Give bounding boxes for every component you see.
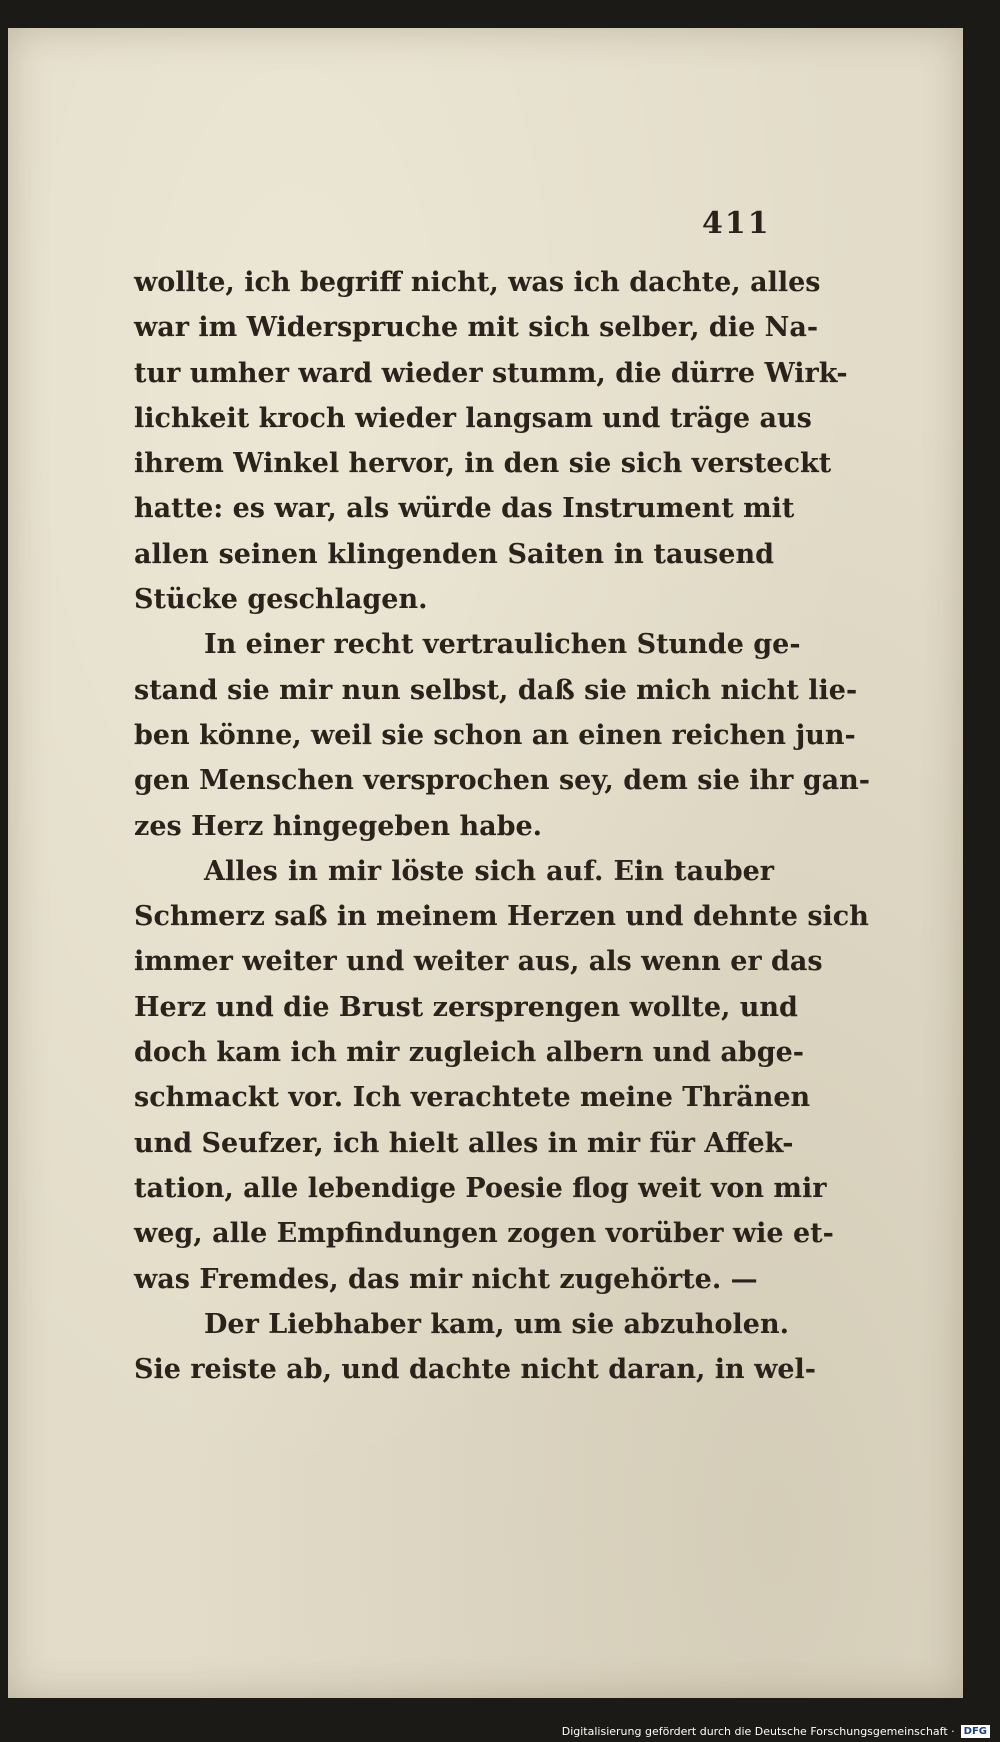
- text-line: hatte: es war, als würde das Instrument mit: [134, 493, 795, 525]
- text-line: allen seinen klingenden Saiten in tausend: [134, 538, 774, 570]
- dfg-logo-icon: DFG: [961, 1725, 990, 1738]
- text-line: und Seufzer, ich hielt alles in mir für Affek-: [134, 1127, 794, 1159]
- text-line: was Fremdes, das mir nicht zugehörte. —: [134, 1263, 758, 1295]
- text-line: Sie reiste ab, und dachte nicht daran, in wel-: [134, 1354, 816, 1386]
- page-number: 411: [702, 206, 771, 241]
- text-line: weg, alle Empfindungen zogen vorüber wie et-: [134, 1218, 834, 1250]
- credit-text: Digitalisierung gefördert durch die Deutsche Forschungsgemeinschaft ·: [561, 1725, 955, 1738]
- text-line: lichkeit kroch wieder langsam und träge aus: [134, 402, 812, 434]
- text-line: Alles in mir löste sich auf. Ein tauber: [204, 855, 774, 887]
- text-line: gen Menschen versprochen sey, dem sie ihr gan-: [134, 765, 871, 797]
- text-line: zes Herz hingegeben habe.: [134, 810, 543, 842]
- text-line: schmackt vor. Ich verachtete meine Thränen: [134, 1082, 811, 1114]
- text-line: stand sie mir nun selbst, daß sie mich nicht lie-: [134, 674, 858, 706]
- text-line: immer weiter und weiter aus, als wenn er das: [134, 946, 823, 978]
- body-text: [134, 260, 871, 1392]
- text-line: doch kam ich mir zugleich albern und abge-: [134, 1037, 804, 1069]
- text-line: wollte, ich begriff nicht, was ich dachte, alles: [134, 267, 821, 298]
- text-line: In einer recht vertraulichen Stunde ge-: [204, 629, 801, 661]
- text-line: Stücke geschlagen.: [134, 584, 428, 616]
- book-page: [8, 28, 963, 1698]
- text-line: war im Widerspruche mit sich selber, die Na-: [134, 312, 819, 344]
- text-line: Schmerz saß in meinem Herzen und dehnte sich: [134, 901, 869, 933]
- text-line: ben könne, weil sie schon an einen reichen jun-: [134, 719, 856, 751]
- text-line: Herz und die Brust zersprengen wollte, und: [134, 991, 798, 1023]
- digitization-credit: [562, 1725, 990, 1738]
- text-line: ihrem Winkel hervor, in den sie sich versteckt: [134, 448, 832, 480]
- text-line: Der Liebhaber kam, um sie abzuholen.: [204, 1308, 789, 1340]
- text-line: tation, alle lebendige Poesie flog weit von mir: [134, 1172, 827, 1204]
- text-line: tur umher ward wieder stumm, die dürre Wirk-: [134, 357, 848, 389]
